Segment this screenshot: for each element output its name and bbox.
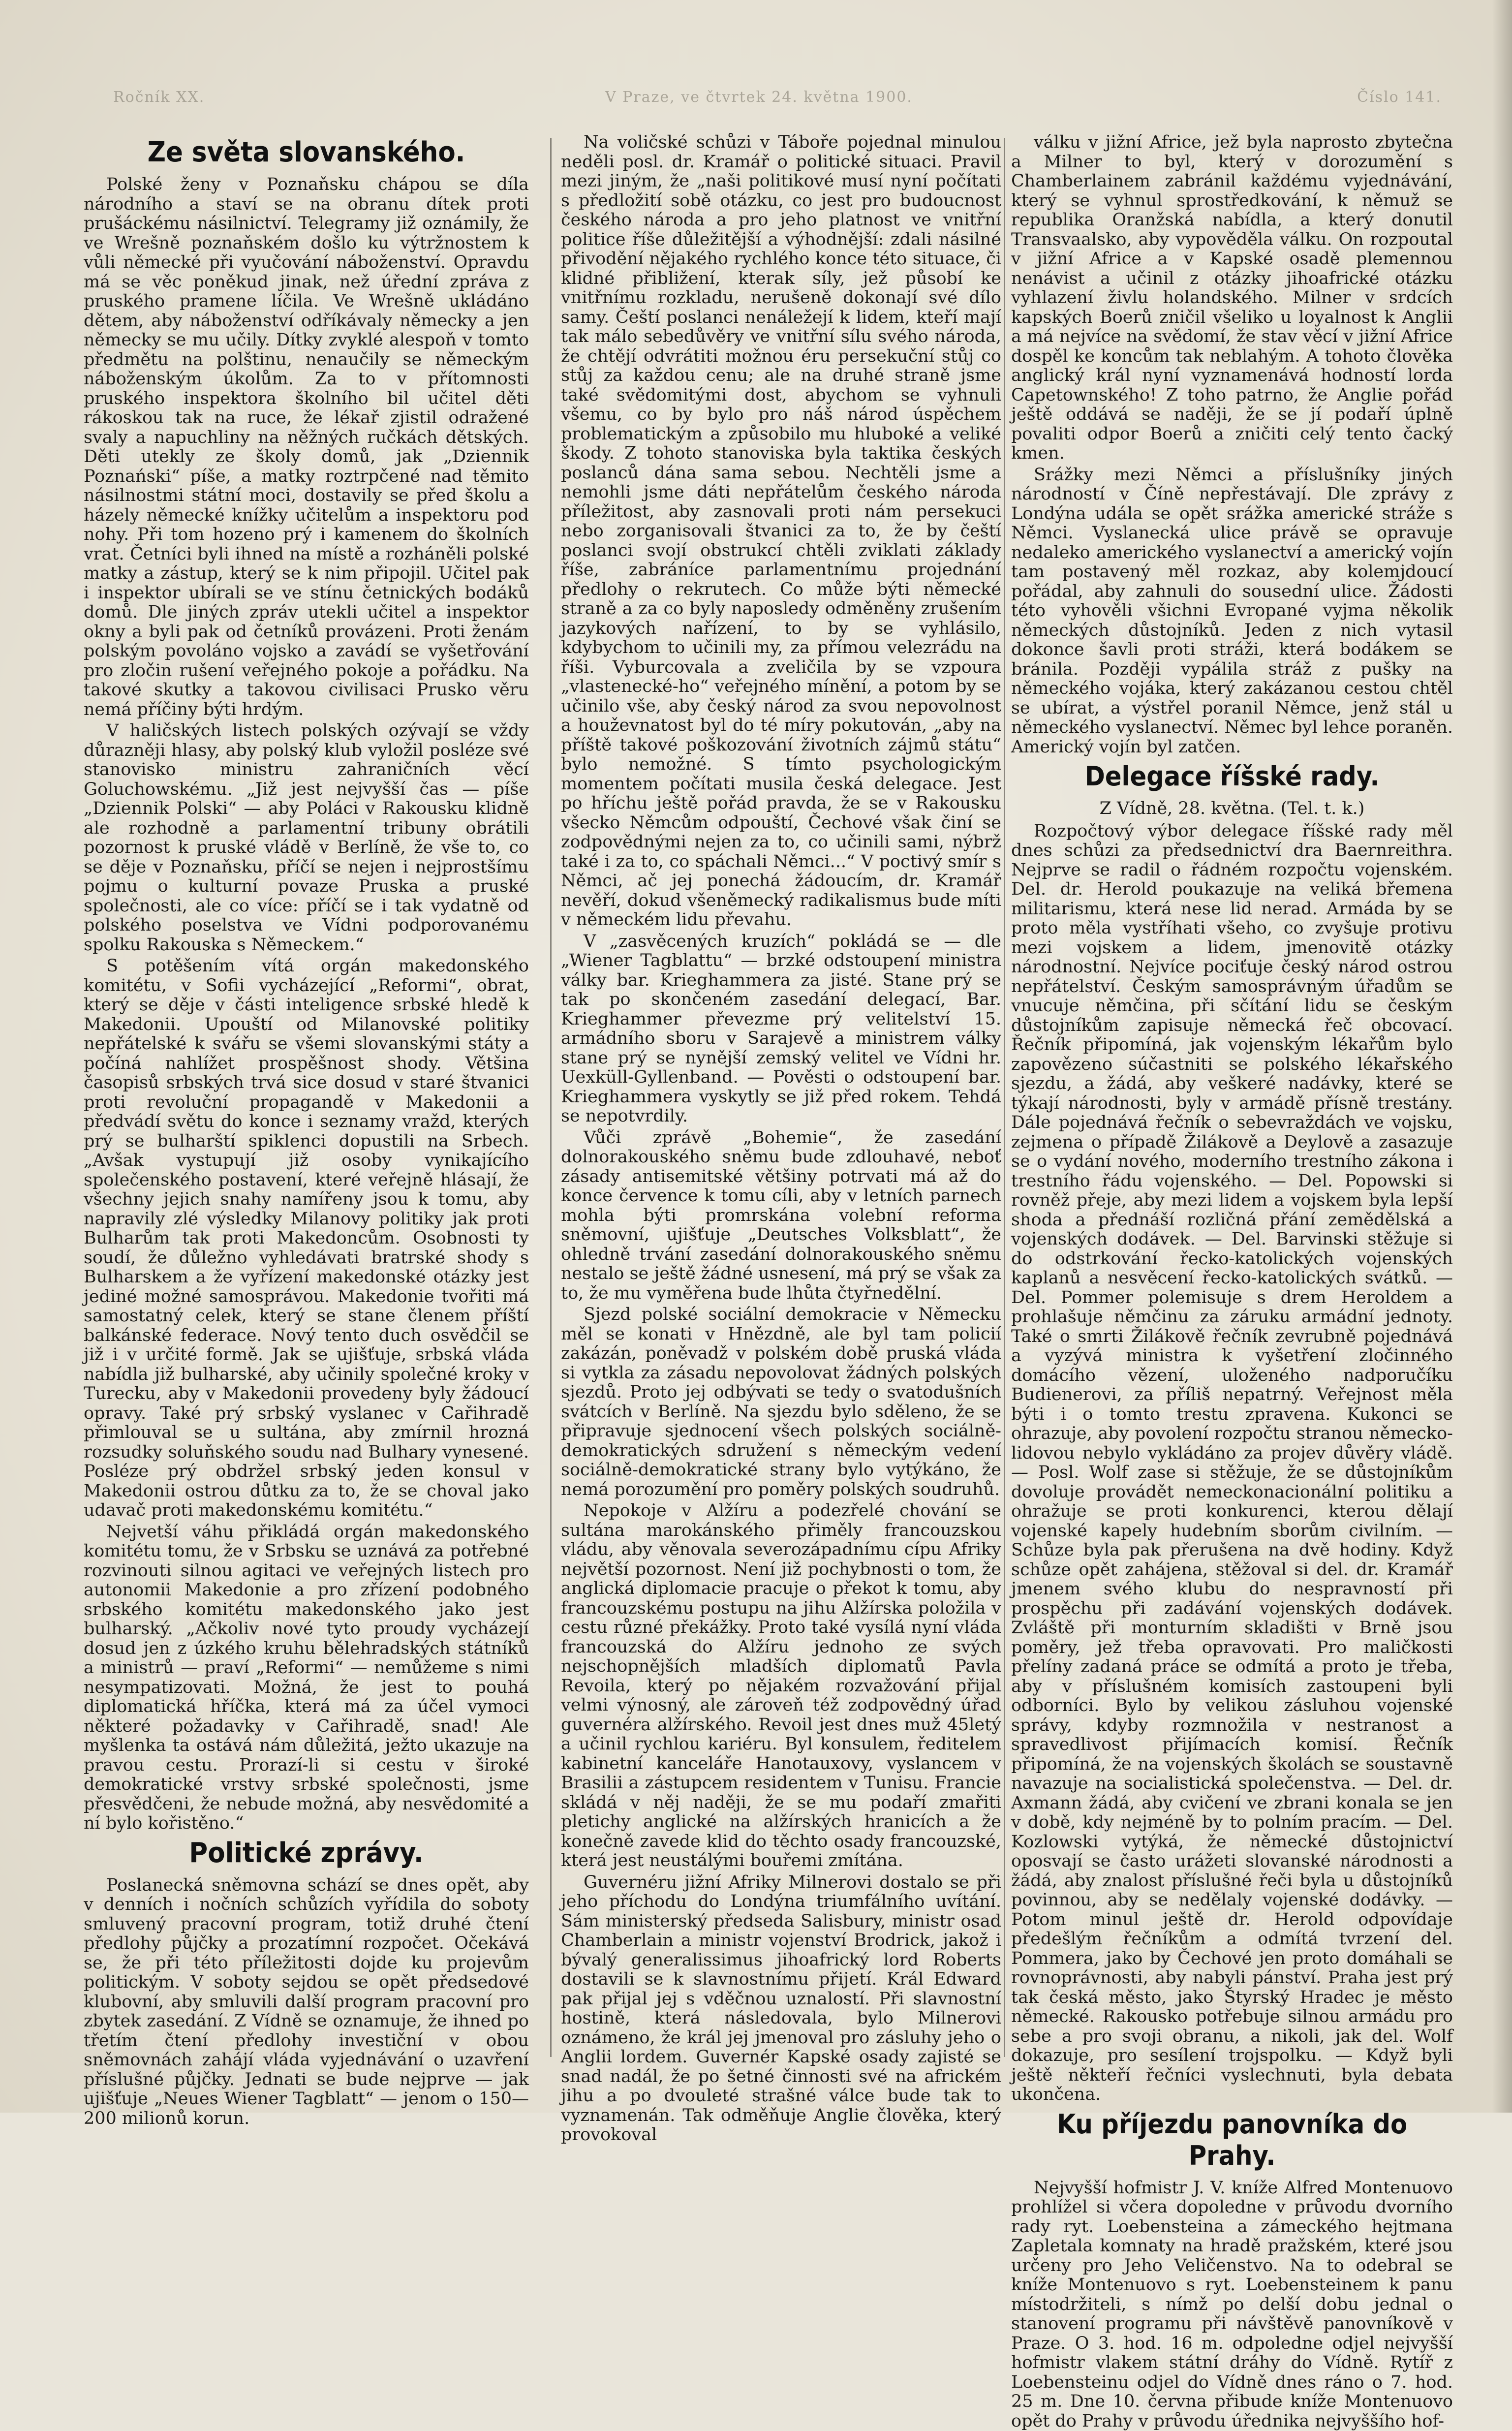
article-paragraph: Nejvyšší hofmistr J. V. kníže Alfred Montenuovo prohlížel si včera dopoledne v průvodu dvorního rady ryt. Loebensteina a zámeckého hejtmana Zapletala komnaty na hradě pražském, které jsou určeny pro Jeho Veličenstvo. Na to odebral se kníže Montenuovo s ryt. Loebensteinem k panu místodržiteli, s nímž po delší dobu jednal o stanovení programu při návštěvě panovníkově v Praze. O 3. hod. 16 m. odpoledne odjel nejvyšší hofmistr vlakem státní dráhy do Vídně. Rytíř z Loebensteinu odjel do Vídně dnes ráno o 7. hod. 25 m. Dne 10. června přibude kníže Montenuovo opět do Prahy v průvodu úřednika nejvyššího hof- (1011, 2179, 1453, 2431)
section-heading-delegation: Delegace říšské rady. (1029, 761, 1435, 792)
article-paragraph: válku v jižní Africe, jež byla naprosto zbytečna a Milner to byl, který v dorozumění s Chamberlainem zabránil každému vyjednávání, který se vyhnul sprostředkování, k němuž se republika Oranžská nabídla, a který donutil Transvaalsko, aby vypověděla válku. On rozpoutal v jižní Africe a v Kapské osadě plemennou nenávist a učinil z otázky jihoafrické otázku vyhlazení živlu holandského. Milner v srdcích kapských Boerů zničil všeliko u loyalnost k Anglii a má nejvíce na svědomí, že stav věcí v jižní Africe dospěl ke koncům tak neblahým. A tohoto člověka anglický král nyní vyznamenává hodností lorda Capetownského! Z toho patrno, že Anglie pořád ještě oddává se naději, že se jí podaří úplně povaliti odpor Boerů a zničiti celý tento čacký kmen. (1011, 133, 1453, 464)
column-divider (550, 138, 552, 2057)
article-paragraph: V „zasvěcených kruzích“ pokládá se — dle „Wiener Tagblattu“ — brzké odstoupení ministra války bar. Krieghammera za jisté. Stane prý se tak po skončeném zasedání delegací, Bar. Krieghammer převezme prý velitelství 15. armádního sboru v Sarajevě a ministrem války stane prý se nynější zemský velitel ve Vídni hr. Uexküll-Gyllenband. — Pověsti o odstoupení bar. Krieghammera vyskytly se již před rokem. Tehdá se nepotvrdily. (561, 932, 1001, 1126)
article-paragraph: Poslanecká sněmovna schází se dnes opět, aby v denních i nočních schůzích vyřídila do soboty smluvený pracovní program, totiž druhé čtení předlohy půjčky a prozatímní rozpočet. Očekává se, že při této příležitosti dojde ku projevům politickým. V soboty sejdou se opět předsedové klubovní, aby smluvili další program pracovní pro zbytek zasedání. Z Vídně se oznamuje, že ihned po třetím čtení předlohy investiční v obou sněmovnách zahájí vláda vyjednávání o uzavření příslušné půjčky. Jednati se bude nejprve — jak ujišťuje „Neues Wiener Tagblatt“ — jenom o 150—200 milionů korun. (84, 1876, 529, 2129)
issue-volume: Ročník XX. (113, 89, 205, 106)
column-3 (1011, 133, 1453, 2067)
article-paragraph: Nejvetší váhu přikládá orgán makedonského komitétu tomu, že v Srbsku se uznává za potřebné rozvinouti silnou agitaci ve veřejných listech pro autonomii Makedonie a pro zřízení podobného srbského komitétu makedonského jako jest bulharský. „Ačkoliv nové tyto proudy vycházejí dosud jen z úzkého kruhu bělehradských státníků a ministrů — praví „Reformi“ — nemůžeme s nimi nesympatizovati. Možná, že jest to pouhá diplomatická hříčka, která má za účel vymoci některé požadavky v Cařihradě, snad! Ale myšlenka ta ostává nám důležitá, ježto ukazuje na pravou cestu. Prorazí-li si cestu v široké demokratické vrstvy srbské společnosti, jsme přesvědčeni, že nebude možná, aby nesvědomité a ní bylo kořistěno.“ (84, 1523, 529, 1834)
article-paragraph: Vůči zprávě „Bohemie“, že zasedání dolnorakouského sněmu bude zdlouhavé, neboť zásady antisemitské většiny potrvati má až do konce července k tomu cíli, aby v letních parnech mohla býti promrskána volební reforma sněmovní, ujišťuje „Deutsches Volksblatt“, že ohledně trvání zasedání dolnorakouského sněmu nestalo se ještě žádné usnesení, má prý se však za to, že mu vyměřena bude lhůta čtyřnedělní. (561, 1128, 1001, 1304)
issue-number: Číslo 141. (1357, 89, 1442, 106)
section-heading-monarch-arrival: Ku příjezdu panovníka do Prahy. (1029, 2109, 1435, 2172)
scan-edge-shadow (1492, 0, 1512, 2113)
article-paragraph: S potěšením vítá orgán makedonského komitétu, v Sofii vycházející „Reformi“, obrat, který se děje v části inteligence srbské hledě k Makedonii. Upouští od Milanovské politiky nepřátelské k svářu se všemi slovanskými státy a počíná nahlížet prospěšnost shody. Většina časopisů srbských trvá sice dosud v staré štvanici proti revoluční propagandě v Makedonii a předvádí světu do konce i seznamy vražd, kterých prý se bulharští spiklenci dopustili na Srbech. „Avšak vystupují již osoby vynikajícího společenského postavení, které veřejně hlásají, že všechny jejich snahy namířeny jsou k tomu, aby napravily zlé výsledky Milanovy politiky jak proti Bulharům tak proti Makedoncům. Osobnosti ty soudí, že důležno vyhledávati bratrské shody s Bulharskem a že vyřízení makedonské otázky jest jediné možné samosprávou. Makedonie tvořiti má samostatný celek, který se stane členem příští balkánské federace. Nový tento duch osvědčil se již i v určité formě. Jak se ujišťuje, srbská vláda nabídla již bulharské, aby učinily společné kroky v Turecku, aby v Makedonii provedeny byly žádoucí opravy. Také prý srbský vyslanec v Cařihradě přimlouval se u sultána, aby zmírnil hrozná rozsudky soluňského soudu nad Bulhary vynesené. Posléze prý obdržel srbský jeden konsul v Makedonii ostrou důtku za to, že se choval jako udavač proti makedonskému komitétu.“ (84, 957, 529, 1521)
column-1 (84, 133, 529, 2067)
article-paragraph: Polské ženy v Poznaňsku chápou se díla národního a staví se na obranu dítek proti prušáckému násilnictví. Telegramy již oznámily, že ve Wrešně poznaňském došlo ku výtržnostem k vůli německé při vyučování náboženství. Opravdu má se věc poněkud jinak, než úřední zpráva z pruského pramene líčila. Ve Wrešně ukládáno dětem, aby náboženství odříkávaly německy a jen německy se mu učily. Dítky zvyklé alespoň v tomto předmětu na polštinu, nenaučily se německým náboženským úkolům. Za to v přítomnosti pruského inspektora školního bil učitel děti rákoskou tak na ruce, že lékař zjistil odražené svaly a napuchliny na něžných ručkách dětských. Děti utekly ze školy domů, jak „Dziennik Poznański“ píše, a matky roztrpčené nad těmito násilnostmi státní moci, dostavily se před školu a házely německé knížky učitelům a inspektoru pod nohy. Při tom hozeno prý i kamenem do školních vrat. Četníci byli ihned na místě a rozháněli polské matky a zástup, který se k nim připojil. Učitel pak i inspektor ubírali se ve stínu četnických bodáků domů. Dle jiných zpráv utekli učitel a inspektor okny a byli pak od četníků provázeni. Proti ženám polským povoláno vojsko a zavádí se vyšetřování pro zločin rušení veřejného pokoje a pořádku. Na takové skutky a takovou civilisaci Prusko věru nemá příčiny býti hrdým. (84, 175, 529, 719)
issue-date: V Praze, ve čtvrtek 24. května 1900. (605, 89, 913, 106)
article-paragraph: Sjezd polské sociální demokracie v Německu měl se konati v Hnězdně, ale byl tam policií zakázán, poněvadž v polském době pruská vláda si vytkla za zásadu nepovolovat žádných polských sjezdů. Proto jej odbývati se tedy o svatodušních svátcích v Berlíně. Na sjezdu bylo sděleno, že se připravuje sjednocení všech polských sociálně-demokratických sdružení s německým vedení sociálně-demokratické strany bylo vytýkáno, že nemá porozumění pro poměry polských soudruhů. (561, 1305, 1001, 1499)
article-paragraph: Srážky mezi Němci a příslušníky jiných národností v Číně nepřestávají. Dle zprávy z Londýna udála se opět srážka americké stráže s Němci. Vyslanecká ulice právě se opravuje nedaleko amerického vyslanectví a americký vojín tam postavený měl rozkaz, aby kolemjdoucí pořádal, aby zahnuli do sousední ulice. Žádosti této vyhověli všichni Evropané vyjma několik německých důstojníků. Jeden z nich vytasil dokonce šavli proti stráži, která bodákem se bránila. Později vypálila stráž z pušky na německého vojáka, který zakázanou cestou chtěl se ubírat, a výstřel poranil Němce, jenž stál u německého vyslanectví. Němec byl lehce poraněn. Americký vojín byl zatčen. (1011, 466, 1453, 757)
article-paragraph: Guvernéru jižní Afriky Milnerovi dostalo se při jeho příchodu do Londýna triumfálního uvítání. Sám ministerský předseda Salisbury, ministr osad Chamberlain a ministr vojenství Brodrick, jakož i bývalý generalissimus jihoafrický lord Roberts dostavili se k slavnostnímu přijetí. Král Edward pak přijal jej s vděčnou uznalostí. Při slavnostní hostině, která následovala, bylo Milnerovi oznámeno, že král jej jmenoval pro zásluhy jeho o Anglii lordem. Guvernér Kapské osady zajisté se snad nadál, že po šetné činnosti své na africkém jihu a po dvouleté strašné válce bude tak to vyznamenán. Tak odměňuje Anglie člověka, který provokoval (561, 1873, 1001, 2145)
article-paragraph: Rozpočtový výbor delegace říšské rady měl dnes schůzi za předsednictví dra Baernreithra. Nejprve se radil o řádném rozpočtu vojenském. Del. dr. Herold poukazuje na veliká břemena militarismu, která nese lid nerad. Armáda by se proto měla vystříhati všeho, co zvyšuje protivu mezi vojskem a lidem, jmenovitě otázky národnostní. Nejvíce pociťuje český národ ostrou nepřátelství. Českým samosprávným úřadům se vnucuje němčina, při sčítání lidu se českým důstojníkům zapisuje německá řeč obcovací. Řečník připomíná, jak vojenským lékařům bylo zapovězeno súčastniti se polského lékařského sjezdu, a žádá, aby veškeré nadávky, které se týkají národnosti, byly v armádě přísně trestány. Dále pojednává řečník o sebevraždách ve vojsku, zejmena o případě Žilákově a Deylově a zasazuje se o vydání nového, moderního trestního zákona i trestního řádu vojenského. — Del. Popowski si rovněž přeje, aby mezi lidem a vojskem byla lepší shoda a přednáší rozličná přání zemědělská a vojenských dodávek. — Del. Barvinski stěžuje si do odstrkování řecko-katolických vojenských kaplanů a nesvěcení řecko-katolických svátků. — Del. Pommer polemisuje s drem Heroldem a prohlašuje němčinu za záruku armádní jednoty. Také o smrti Žilákově řečník zevrubně pojednává a vyzývá ministra k vyšetření zločinného domácího vězení, uloženého nadporučíku Budienerovi, za příliš nepatrný. Veřejnost měla býti i o tomto trestu zpravena. Kukonci se ohrazuje, aby povolení rozpočtu stranou německo-lidovou nebylo vykládáno za projev důvěry vládě. — Posl. Wolf zase si stěžuje, že se důstojníkům dovoluje provádět nemeckonacionální politiku a ohražuje se proti konkurenci, kterou dělají vojenské kapely hudebním sborům civilním. — Schůze byla pak přerušena na dvě hodiny. Když schůze opět zahájena, stěžoval si del. dr. Kramář jmenem svého klubu do nespravností při prospěchu při zadávání vojenských dodávek. Zvláště při monturním skladišti v Brně jsou poměry, jež třeba opravovati. Pro maličkosti přelíny zadaná práce se odmítá a proto je třeba, aby v příslušném komisích zastoupeni byli odborníci. Bylo by velikou zásluhou vojenské správy, kdyby rozmnožila v nestranost a spravedlivost přijímacích komisí. Řečník připomíná, že na vojenských školách se soustavně navazuje na socialistická společenstva. — Del. dr. Axmann žádá, aby cvičení ve zbrani konala se jen v době, kdy nejméně by to polním pracím. — Del. Kozlowski vytýká, že německé důstojnictví oposvají se často urážeti slovanské národnosti a žádá, aby znalost příslušné řeči byla u důstojníků povinnou, aby se nedělaly vojenské dodávky. — Potom minul ještě dr. Herold odpovídaje předešlým řečníkům a odmítá tvrzení del. Pommera, jako by Čechové jen proto domáhali se rovnoprávnosti, aby nabyli pánství. Praha jest prý tak česká město, jako Štyrský Hradec je město německé. Rakousko potřebuje silnou armádu pro sebe a pro svoji obranu, a nikoli, jak del. Wolf dokazuje, pro sesílení trojspolku. — Když byli ještě někteří řečníci vyslechnuti, byla debata ukončena. (1011, 822, 1453, 2105)
column-divider (1004, 138, 1005, 2057)
column-2 (561, 133, 1001, 2067)
article-paragraph: Nepokoje v Alžíru a podezřelé chování se sultána marokánského přiměly francouzskou vládu, aby věnovala severozápadnímu cípu Afriky největší pozornost. Není již pochybnosti o tom, že anglická diplomacie pracuje o překot k tomu, aby francouzskému postupu na jihu Alžírska položila v cestu různé překážky. Proto také vysílá nyní vláda francouzská do Alžíru jednoho ze svých nejschopnějších mladších diplomatů Pavla Revoila, který po nějakém rozvažování přijal velmi výnosný, ale zároveň též zodpovědný úřad guvernéra alžírského. Revoil jest dnes muž 45letý a učinil rychlou kariéru. Byl konsulem, ředitelem kabinetní kanceláře Hanotauxovy, vyslancem v Brasilii a zástupcem residentem v Tunisu. Francie skládá v něj naději, že se mu podaří zmařiti pletichy anglické na alžírských hranicích a že konečně zavede klid do těchto osady francouzské, která jest neustálými bouřemi zmítána. (561, 1501, 1001, 1871)
article-paragraph: Na voličské schůzi v Táboře pojednal minulou neděli posl. dr. Kramář o politické situaci. Pravil mezi jiným, že „naši politikové musí nyní počítati s předložití sobě otázku, co jest pro budoucnost českého národa a pro jeho platnost ve vnitřní politice říše důležitější a výhodnější: zdali násilné přivodění nějakého rychlého konce této situace, či klidné přibližení, kterak síly, jež působí ke vnitřnímu rozkladu, nerušeně dokonají své dílo samy. Čeští poslanci nenáležejí k lidem, kteří mají tak málo sebedůvěry ve vnitřní sílu svého národa, že chtějí odvrátiti možnou éru persekuční stůj co stůj za každou cenu; ale na druhé straně jsme také svědomitými dost, abychom se vyhnuli všemu, co by bylo pro náš národ úspěchem problematickým a způsobilo mu hluboké a veliké škody. Z tohoto stanoviska byla taktika českých poslanců dána sama sebou. Nechtěli jsme a nemohli jsme dáti nepřátelům českého národa příležitost, aby zasnovali proti nám persekuci nebo zorganisovali štvanici za to, že by čeští poslanci svojí obstrukcí chtěli zviklati základy říše, zabráníce parlamentnímu projednání předlohy o rekrutech. Co může býti německé straně a za co byly naposledy odměněny zrušením jazykových nařízení, to by se vyhlásilo, kdybychom to učinili my, za přímou velezrádu na říši. Vyburcovala a zveličila by se vzpoura „vlastenecké-ho“ veřejného mínění, a potom by se učinilo vše, aby český národ za svou nepovolnost a houževnatost byl do té míry pokutován, „aby na příště takové poškozování životních zájmů státu“ bylo nemožné. S tímto psychologickým momentem počítati musila česká delegace. Jest po hříchu ještě pořád pravda, že se v Rakousku všecko Němcům odpouští, Čechové však činí se zodpovědnými nejen za to, co učinili sami, nýbrž také i za to, co spáchali Němci...“ V poctivý smír s Němci, ač jej ponechá žádoucím, dr. Kramář nevěří, dokud všeněmecký radikalismus bude míti v německém lidu převahu. (561, 133, 1001, 930)
section-heading-slavic-world: Ze světa slovanského. (101, 137, 511, 168)
section-heading-political-news: Politické zprávy. (101, 1838, 511, 1869)
article-paragraph: V haličských listech polských ozývají se vždy důrazněji hlasy, aby polský klub vyložil posléze své stanovisko ministru zahraničních věcí Goluchowskému. „Již jest nejvyšší čas — píše „Dziennik Polski“ — aby Poláci v Rakousku klidně ale rozhodně a parlamentní tribuny obrátili pozornost k pruské vládě v Berlíně, že vše to, co se děje v Poznaňsku, příčí se nejen i nejprostšímu pojmu o kulturní povaze Pruska a pruské společnosti, ale co více: příčí se i tak vydatně od polského poselstva ve Vídni podporovanému spolku Rakouska s Německem.“ (84, 721, 529, 955)
dateline: Z Vídně, 28. května. (Tel. t. k.) (1011, 799, 1453, 819)
page-header (113, 89, 1442, 118)
